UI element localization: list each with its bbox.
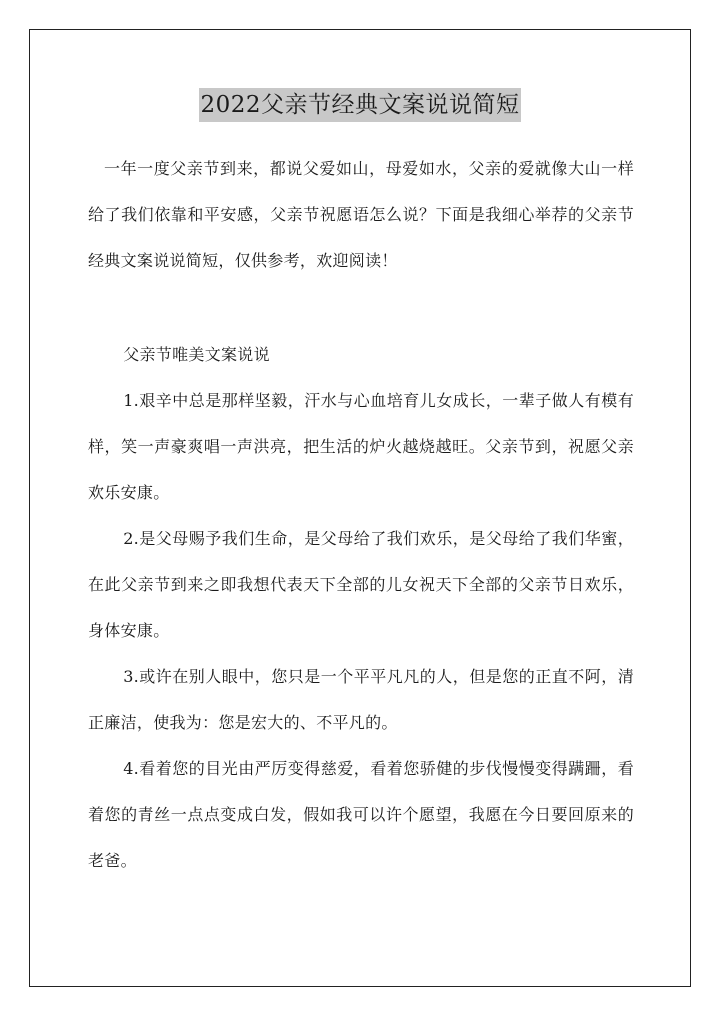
intro-section [88, 146, 634, 284]
list-item: 3.或许在别人眼中，您只是一个平平凡凡的人，但是您的正直不阿，清正廉洁，使我为：您是宏大的、不平凡的。 [88, 667, 634, 732]
intro-paragraph: 一年一度父亲节到来，都说父爱如山，母爱如水，父亲的爱就像大山一样给了我们依靠和平安感，父亲节祝愿语怎么说？下面是我细心举荐的父亲节经典文案说说简短，仅供参考，欢迎阅读！ [88, 159, 634, 270]
title-container [0, 88, 720, 122]
list-item: 1.艰辛中总是那样坚毅，汗水与心血培育儿女成长，一辈子做人有模有样，笑一声豪爽唱一声洪亮，把生活的炉火越烧越旺。父亲节到，祝愿父亲欢乐安康。 [88, 391, 634, 502]
list-item: 2.是父母赐予我们生命，是父母给了我们欢乐，是父母给了我们华蜜，在此父亲节到来之即我想代表天下全部的儿女祝天下全部的父亲节日欢乐，身体安康。 [88, 529, 634, 640]
content-section [88, 332, 634, 884]
section-heading: 父亲节唯美文案说说 [123, 345, 270, 364]
document-title: 2022父亲节经典文案说说简短 [199, 88, 520, 122]
list-item: 4.看着您的目光由严厉变得慈爱，看着您骄健的步伐慢慢变得蹒跚，看着您的青丝一点点变成白发，假如我可以许个愿望，我愿在今日要回原来的老爸。 [88, 759, 634, 870]
